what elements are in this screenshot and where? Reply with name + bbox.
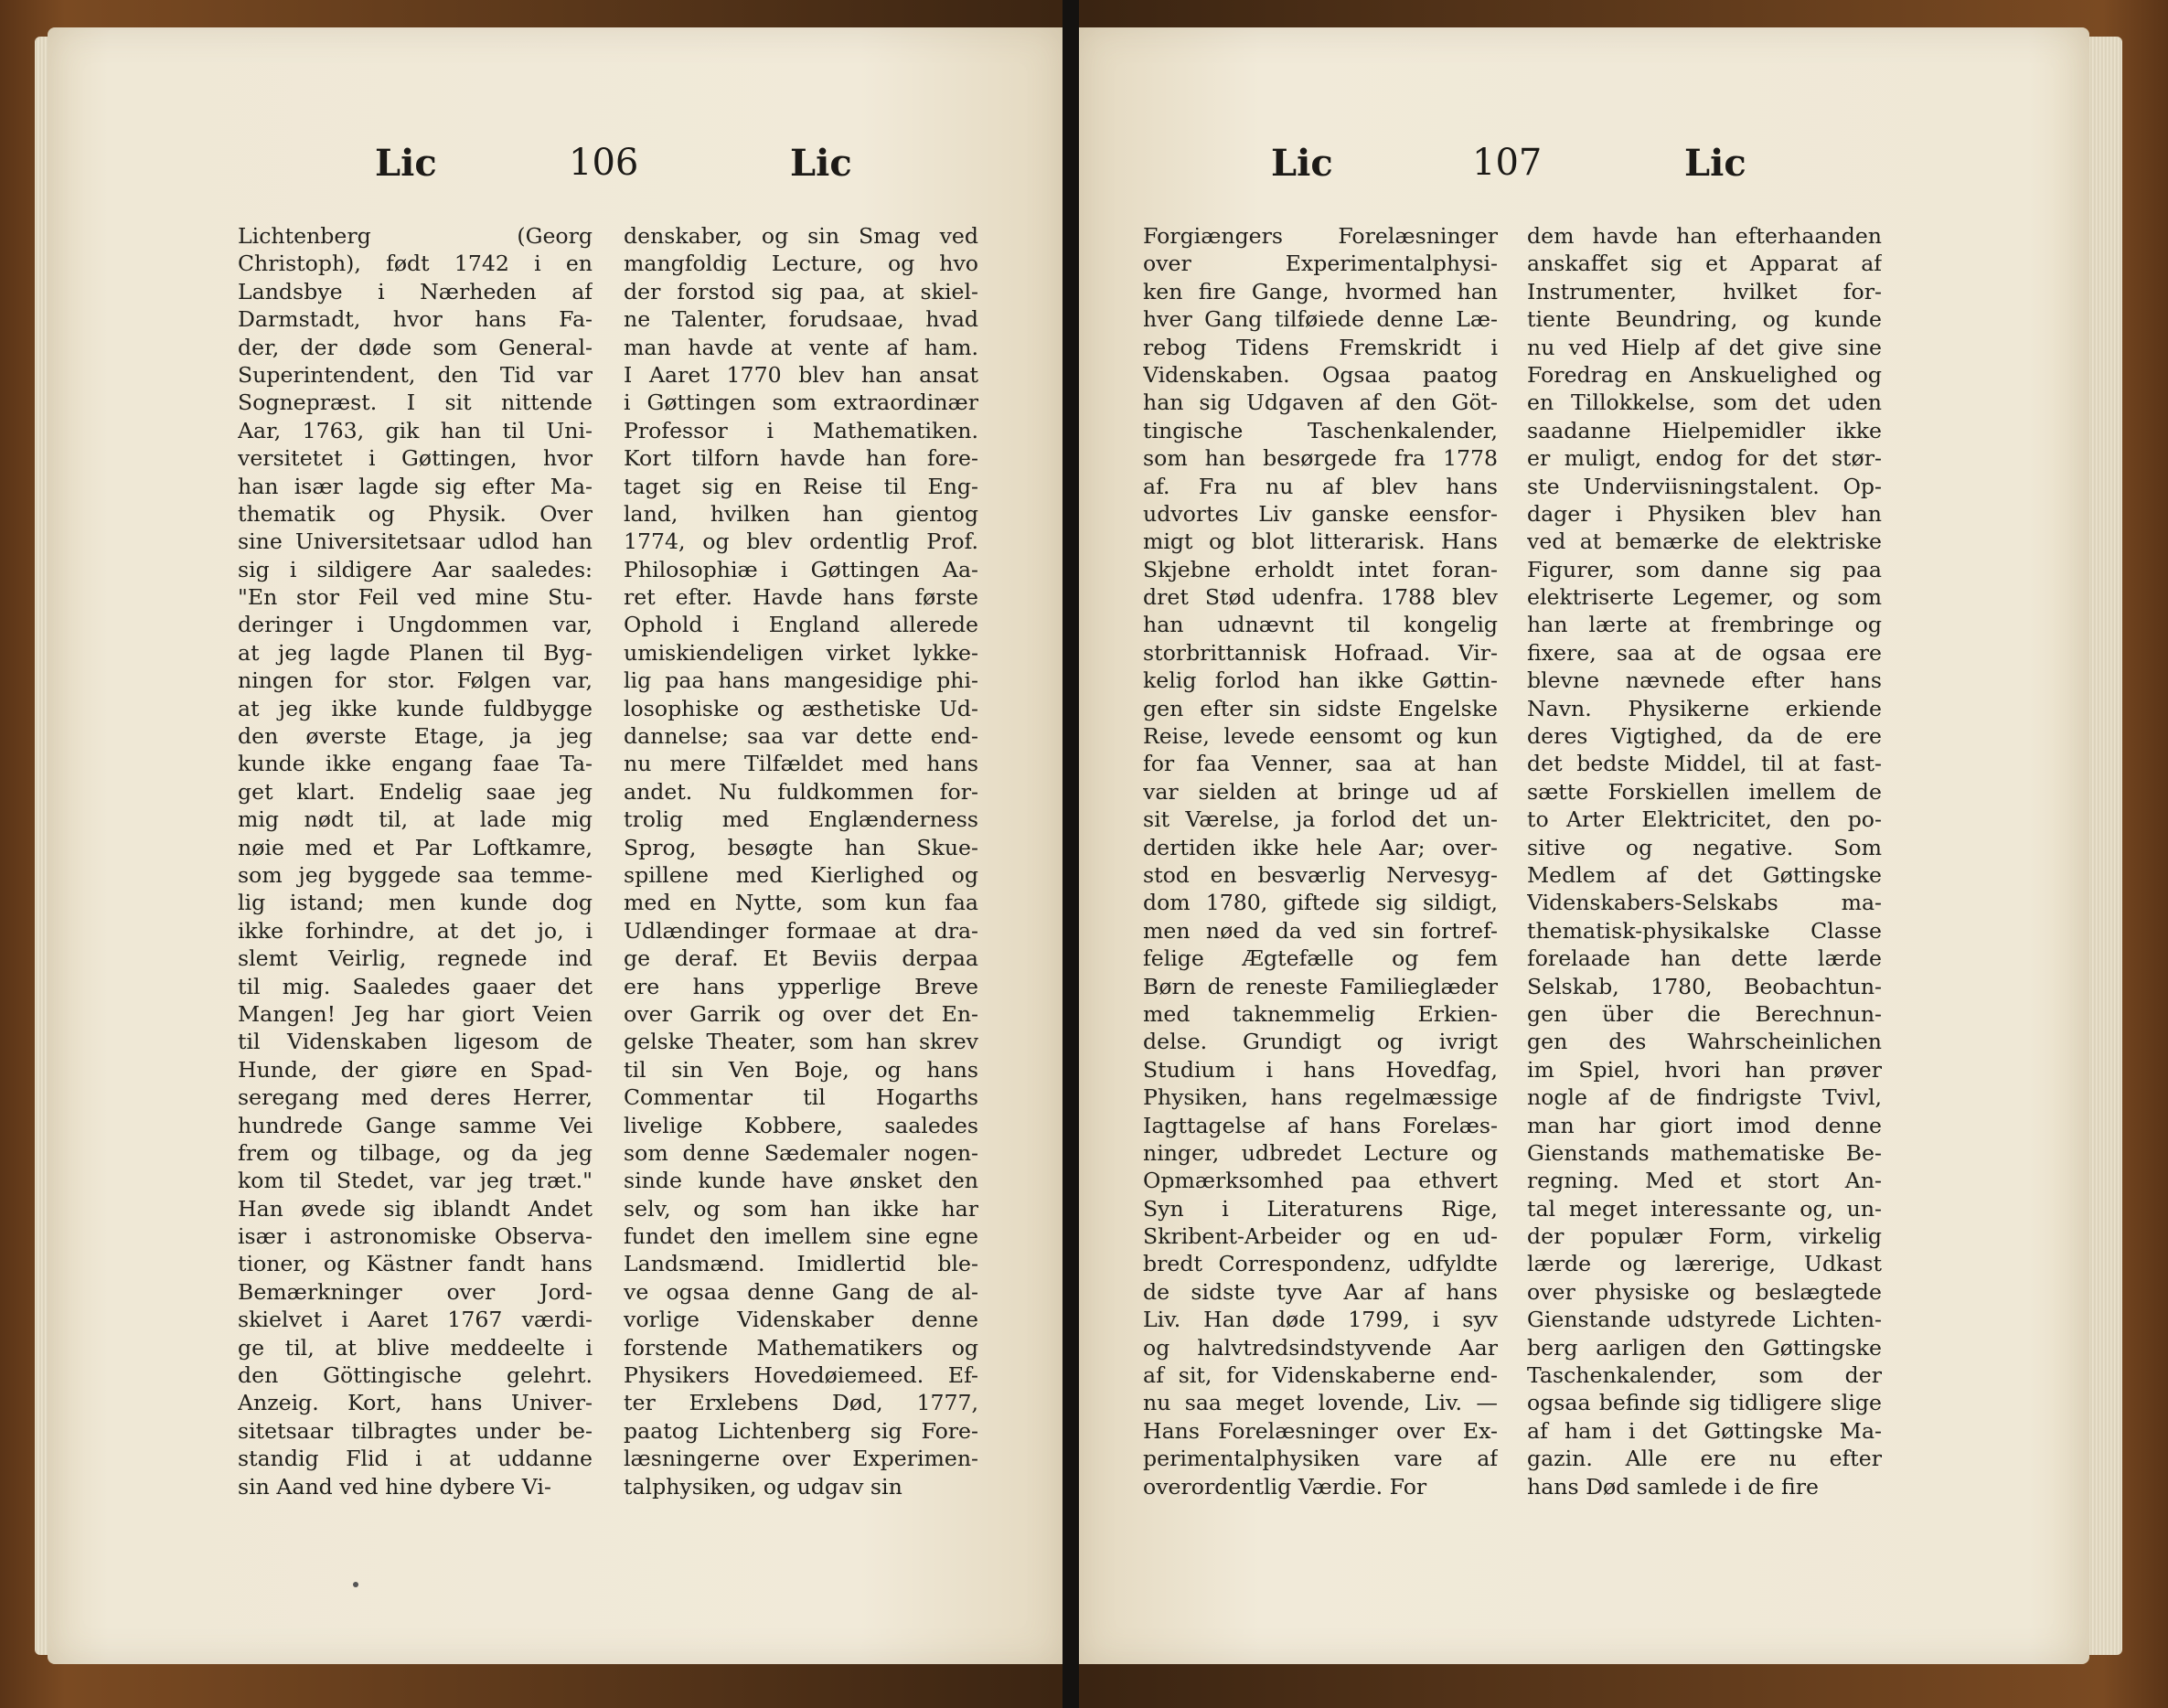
text-line: perimentalphysiken vare af [1143,1446,1498,1472]
text-line: gen des Wahrscheinlichen [1527,1029,1882,1055]
text-line: slemt Veirlig, regnede ind [238,945,593,972]
text-line: andet. Nu fuldkommen for- [624,778,978,805]
text-line: en Tillokkelse, som det uden [1527,390,1882,416]
text-line: som han besørgede fra 1778 [1143,445,1498,472]
text-line: ret efter. Havde hans første [624,584,978,611]
text-line: Professor i Mathematiken. [624,417,978,443]
text-line: man har giort imod denne [1527,1112,1882,1138]
text-line: Landsmænd. Imidlertid ble- [624,1251,978,1277]
text-line: Figurer, som danne sig paa [1527,556,1882,582]
text-line: ge til, at blive meddeelte i [238,1334,593,1361]
text-line: ne Talenter, forudsaae, hvad [624,306,978,333]
text-line: blevne nævnede efter hans [1527,667,1882,694]
text-line: Skribent-Arbeider og en ud- [1143,1223,1498,1250]
text-line: mangfoldig Lecture, og hvo [624,251,978,277]
text-line: Syn i Literaturens Rige, [1143,1195,1498,1222]
text-line: taget sig en Reise til Eng- [624,473,978,499]
text-line: er muligt, endog for det stør- [1527,445,1882,472]
text-line: I Aaret 1770 blev han ansat [624,361,978,388]
text-line: denskaber, og sin Smag ved [624,223,978,249]
text-line: for faa Venner, saa at han [1143,751,1498,777]
left-page-header [48,142,1063,197]
text-line: Skjebne erholdt intet foran- [1143,556,1498,582]
text-line: gen efter sin sidste Engelske [1143,695,1498,721]
text-line: migt og blot litterarisk. Hans [1143,528,1498,555]
text-line: over Garrik og over det En- [624,1000,978,1027]
text-line: nogle af de findrigste Tvivl, [1527,1084,1882,1111]
text-line: nu ved Hielp af det give sine [1527,334,1882,360]
right-page-header [1079,142,2089,197]
text-line: med taknemmelig Erkien- [1143,1000,1498,1027]
text-line: kelig forlod han ikke Gøttin- [1143,667,1498,694]
text-line: han udnævnt til kongelig [1143,612,1498,638]
text-line: forstende Mathematikers og [624,1334,978,1361]
text-line: dertiden ikke hele Aar; over- [1143,834,1498,860]
text-line: lærde og lærerige, Udkast [1527,1251,1882,1277]
right-running-head-left: Lic [1271,142,1333,185]
text-line: at jeg lagde Planen til Byg- [238,639,593,666]
text-line: dager i Physiken blev han [1527,500,1882,527]
text-line: med en Nytte, som kun faa [624,890,978,916]
text-line: sig i sildigere Aar saaledes: [238,556,593,582]
text-line: Han øvede sig iblandt Andet [238,1195,593,1222]
text-line: sine Universitetsaar udlod han [238,528,593,555]
text-line: dret Stød udenfra. 1788 blev [1143,584,1498,611]
text-line: sitetsaar tilbragtes under be- [238,1417,593,1444]
text-line: Hunde, der giøre en Spad- [238,1056,593,1083]
text-line: storbrittannisk Hofraad. Vir- [1143,639,1498,666]
text-line: tingische Taschenkalender, [1143,417,1498,443]
text-line: til mig. Saaledes gaaer det [238,973,593,999]
text-line: hver Gang tilføiede denne Læ- [1143,306,1498,333]
text-line: hundrede Gange samme Vei [238,1112,593,1138]
text-line: paatog Lichtenberg sig Fore- [624,1417,978,1444]
text-line: land, hvilken han gientog [624,500,978,527]
text-line: der, der døde som General- [238,334,593,360]
text-line: Gienstands mathematiske Be- [1527,1139,1882,1166]
text-line: bredt Correspondenz, udfyldte [1143,1251,1498,1277]
text-line: anskaffet sig et Apparat af [1527,251,1882,277]
text-line: dem havde han efterhaanden [1527,223,1882,249]
text-line: han lærte at frembringe og [1527,612,1882,638]
right-page [1079,27,2089,1664]
text-line: var sielden at bringe ud af [1143,778,1498,805]
text-line: Studium i hans Hovedfag, [1143,1056,1498,1083]
text-line: Superintendent, den Tid var [238,361,593,388]
text-line: forelaade han dette lærde [1527,945,1882,972]
text-line: at jeg ikke kunde fuldbygge [238,695,593,721]
text-line: sinde kunde have ønsket den [624,1168,978,1194]
text-line: berg aarligen den Gøttingske [1527,1334,1882,1361]
text-line: get klart. Endelig saae jeg [238,778,593,805]
text-line: ningen for stor. Følgen var, [238,667,593,694]
text-line: Bemærkninger over Jord- [238,1278,593,1305]
text-line: Ophold i England allerede [624,612,978,638]
text-line: thematik og Physik. Over [238,500,593,527]
text-line: ninger, udbredet Lecture og [1143,1139,1498,1166]
ink-spot [353,1582,358,1587]
left-running-head-left: Lic [375,142,437,185]
text-line: frem og tilbage, og da jeg [238,1139,593,1166]
text-line: thematisk-physikalske Classe [1527,917,1882,944]
text-line: gen über die Berechnun- [1527,1000,1882,1027]
text-line: og halvtredsindstyvende Aar [1143,1334,1498,1361]
text-line: Sognepræst. I sit nittende [238,390,593,416]
text-line: selv, og som han ikke har [624,1195,978,1222]
text-line: nøie med et Par Loftkamre, [238,834,593,860]
text-line: im Spiel, hvori han prøver [1527,1056,1882,1083]
text-line: spillene med Kierlighed og [624,861,978,888]
text-line: over physiske og beslægtede [1527,1278,1882,1305]
text-line: især i astronomiske Observa- [238,1223,593,1250]
text-line: Anzeig. Kort, hans Univer- [238,1390,593,1416]
text-line: af ham i det Gøttingske Ma- [1527,1417,1882,1444]
text-line: stod en besværlig Nervesyg- [1143,861,1498,888]
text-line: Medlem af det Gøttingske [1527,861,1882,888]
text-line: kunde ikke engang faae Ta- [238,751,593,777]
text-line: hans Død samlede i de fire [1527,1473,1819,1500]
text-line: nu mere Tilfældet med hans [624,751,978,777]
text-line: tioner, og Kästner fandt hans [238,1251,593,1277]
text-line: ere hans ypperlige Breve [624,973,978,999]
text-line: som jeg byggede saa temme- [238,861,593,888]
text-line: Landsbye i Nærheden af [238,278,593,304]
text-line: ved at bemærke de elektriske [1527,528,1882,555]
right-page-column-1 [1143,222,1498,1500]
text-line: felige Ægtefælle og fem [1143,945,1498,972]
text-line: fixere, saa at de ogsaa ere [1527,639,1882,666]
text-line: talphysiken, og udgav sin [624,1473,902,1500]
text-line: regning. Med et stort An- [1527,1168,1882,1194]
text-line: Børn de reneste Familieglæder [1143,973,1498,999]
left-running-head-right: Lic [790,142,852,185]
text-line: ve ogsaa denne Gang de al- [624,1278,978,1305]
text-line: versitetet i Gøttingen, hvor [238,445,593,472]
page-edges-left [35,37,48,1655]
left-page-number: 106 [569,142,639,184]
right-running-head-right: Lic [1684,142,1746,185]
text-line: losophiske og æsthetiske Ud- [624,695,978,721]
text-line: men nøed da ved sin fortref- [1143,917,1498,944]
text-line: Instrumenter, hvilket for- [1527,278,1882,304]
text-line: kom til Stedet, var jeg træt." [238,1168,593,1194]
text-line: han især lagde sig efter Ma- [238,473,593,499]
text-line: man havde at vente af ham. [624,334,978,360]
text-line: det bedste Middel, til at fast- [1527,751,1882,777]
text-line: mig nødt til, at lade mig [238,806,593,833]
text-line: Darmstadt, hvor hans Fa- [238,306,593,333]
text-line: seregang med deres Herrer, [238,1084,593,1111]
text-line: gazin. Alle ere nu efter [1527,1446,1882,1472]
text-line: Taschenkalender, som der [1527,1362,1882,1389]
text-line: ter Erxlebens Død, 1777, [624,1390,978,1416]
text-line: tal meget interessante og, un- [1527,1195,1882,1222]
text-line: nu saa meget lovende, Liv. — [1143,1390,1498,1416]
text-line: lig istand; men kunde dog [238,890,593,916]
text-line: læsningerne over Experimen- [624,1446,978,1472]
text-line: til Videnskaben ligesom de [238,1029,593,1055]
text-line: Hans Forelæsninger over Ex- [1143,1417,1498,1444]
text-line: Videnskabers-Selskabs ma- [1527,890,1882,916]
text-line: Philosophiæ i Gøttingen Aa- [624,556,978,582]
text-line: Udlændinger formaae at dra- [624,917,978,944]
text-line: Liv. Han døde 1799, i syv [1143,1307,1498,1333]
text-line: den Göttingische gelehrt. [238,1362,593,1389]
text-line: tiente Beundring, og kunde [1527,306,1882,333]
text-line: standig Flid i at uddanne [238,1446,593,1472]
text-line: de sidste tyve Aar af hans [1143,1278,1498,1305]
text-line: skielvet i Aaret 1767 værdi- [238,1307,593,1333]
text-line: Videnskaben. Ogsaa paatog [1143,361,1498,388]
text-line: gelske Theater, som han skrev [624,1029,978,1055]
text-line: ogsaa befinde sig tidligere slige [1527,1390,1882,1416]
text-line: han sig Udgaven af den Göt- [1143,390,1498,416]
text-line: Forgiængers Forelæsninger [1143,223,1498,249]
text-line: dannelse; saa var dette end- [624,723,978,750]
text-line: af sit, for Videnskaberne end- [1143,1362,1498,1389]
text-line: der forstod sig paa, at skiel- [624,278,978,304]
text-line: til sin Ven Boje, og hans [624,1056,978,1083]
text-line: over Experimentalphysi- [1143,251,1498,277]
text-line: i Gøttingen som extraordinær [624,390,978,416]
text-line: Kort tilforn havde han fore- [624,445,978,472]
text-line: Selskab, 1780, Beobachtun- [1527,973,1882,999]
text-line: rebog Tidens Fremskridt i [1143,334,1498,360]
left-page-column-1 [238,222,593,1500]
text-line: "En stor Feil ved mine Stu- [238,584,593,611]
text-line: fundet den imellem sine egne [624,1223,978,1250]
text-line: Christoph), født 1742 i en [238,251,593,277]
page-edges-right [2089,37,2122,1655]
text-line: sætte Forskiellen imellem de [1527,778,1882,805]
text-line: saadanne Hielpemidler ikke [1527,417,1882,443]
left-page [48,27,1063,1664]
left-page-column-2 [624,222,978,1500]
text-line: Navn. Physikerne erkiende [1527,695,1882,721]
right-page-column-2 [1527,222,1882,1500]
text-line: delse. Grundigt og ivrigt [1143,1029,1498,1055]
text-line: elektriserte Legemer, og som [1527,584,1882,611]
text-line: deringer i Ungdommen var, [238,612,593,638]
text-line: Reise, levede eensomt og kun [1143,723,1498,750]
text-line: Mangen! Jeg har giort Veien [238,1000,593,1027]
text-line: Commentar til Hogarths [624,1084,978,1111]
text-line: ikke forhindre, at det jo, i [238,917,593,944]
text-line: Physikers Hovedøiemeed. Ef- [624,1362,978,1389]
text-line: sitive og negative. Som [1527,834,1882,860]
text-line: Foredrag en Anskuelighed og [1527,361,1882,388]
text-line: ste Underviisningstalent. Op- [1527,473,1882,499]
text-line: dom 1780, giftede sig sildigt, [1143,890,1498,916]
text-line: som denne Sædemaler nogen- [624,1139,978,1166]
text-line: der populær Form, virkelig [1527,1223,1882,1250]
text-line: deres Vigtighed, da de ere [1527,723,1882,750]
text-line: sin Aand ved hine dybere Vi- [238,1473,551,1500]
text-line: vorlige Videnskaber denne [624,1307,978,1333]
text-line: af. Fra nu af blev hans [1143,473,1498,499]
text-line: overordentlig Værdie. For [1143,1473,1427,1500]
text-line: Physiken, hans regelmæssige [1143,1084,1498,1111]
text-line: Aar, 1763, gik han til Uni- [238,417,593,443]
text-line: trolig med Englænderness [624,806,978,833]
text-line: umiskiendeligen virket lykke- [624,639,978,666]
text-line: Gienstande udstyrede Lichten- [1527,1307,1882,1333]
text-line: 1774, og blev ordentlig Prof. [624,528,978,555]
text-line: sit Værelse, ja forlod det un- [1143,806,1498,833]
text-line: Opmærksomhed paa ethvert [1143,1168,1498,1194]
text-line: ge deraf. Et Beviis derpaa [624,945,978,972]
text-line: Lichtenberg (Georg [238,223,593,249]
text-line: livelige Kobbere, saaledes [624,1112,978,1138]
text-line: udvortes Liv ganske eensfor- [1143,500,1498,527]
text-line: den øverste Etage, ja jeg [238,723,593,750]
right-page-number: 107 [1472,142,1543,184]
text-line: to Arter Elektricitet, den po- [1527,806,1882,833]
text-line: lig paa hans mangesidige phi- [624,667,978,694]
text-line: Iagttagelse af hans Forelæs- [1143,1112,1498,1138]
text-line: ken fire Gange, hvormed han [1143,278,1498,304]
book-gutter [1063,0,1079,1708]
text-line: Sprog, besøgte han Skue- [624,834,978,860]
